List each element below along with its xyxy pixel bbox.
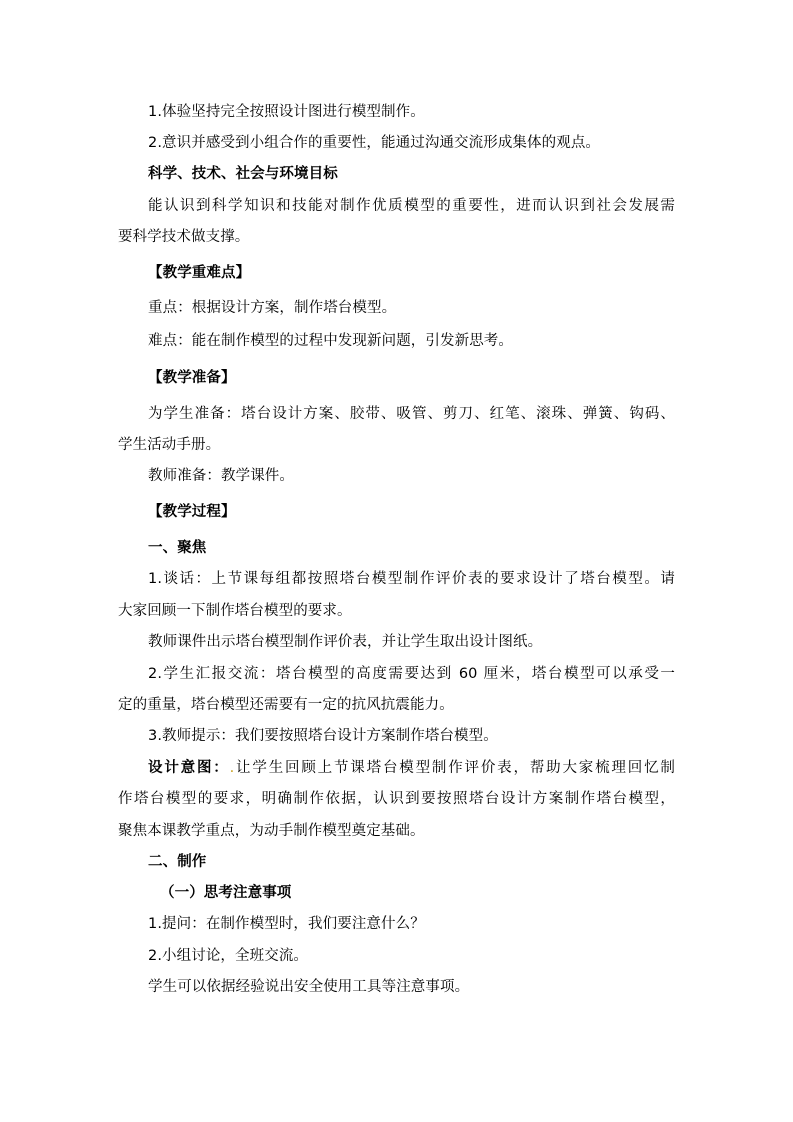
focus-line-3: 教师课件出示塔台模型制作评价表，并让学生取出设计图纸。 — [148, 634, 543, 650]
subsection-focus: 一、聚焦 — [148, 540, 207, 556]
difficulty-line: 难点：能在制作模型的过程中发现新问题，引发新思考。 — [148, 333, 513, 349]
goal-line-2: 2.意识并感受到小组合作的重要性，能通过沟通交流形成集体的观点。 — [148, 135, 601, 151]
focus-line-5: 定的重量，塔台模型还需要有一定的抗风抗震能力。 — [118, 697, 454, 713]
subsection-notes-heading: （一）思考注意事项 — [160, 885, 292, 901]
student-prep-line-1: 为学生准备：塔台设计方案、胶带、吸管、剪刀、红笔、滚珠、弹簧、钩码、 — [148, 406, 675, 422]
sts-goal-text-1: 能认识到科学知识和技能对制作优质模型的重要性，进而认识到社会发展需 — [148, 198, 675, 214]
notes-line-1: 1.提问：在制作模型时，我们要注意什么？ — [148, 916, 425, 932]
notes-line-2: 2.小组讨论，全班交流。 — [148, 948, 309, 964]
design-intent-text: 让学生回顾上节课塔台模型制作评价表，帮助大家梳理回忆制 — [234, 760, 675, 776]
design-intent-line-3: 聚焦本课教学重点，为动手制作模型奠定基础。 — [118, 823, 425, 839]
section-heading-process: 【教学过程】 — [148, 504, 236, 520]
goal-line-1: 1.体验坚持完全按照设计图进行模型制作。 — [148, 104, 425, 120]
design-intent-line-1 — [148, 758, 675, 778]
sts-goal-heading: 科学、技术、社会与环境目标 — [148, 166, 338, 182]
design-intent-label: 设计意图： — [148, 760, 230, 776]
design-intent-line-2: 作塔台模型的要求，明确制作依据，认识到要按照塔台设计方案制作塔台模型， — [118, 791, 675, 807]
focus-line-1: 1.谈话：上节课每组都按照塔台模型制作评价表的要求设计了塔台模型。请 — [148, 571, 675, 587]
sts-goal-text-2: 要科学技术做支撑。 — [118, 229, 250, 245]
section-heading-preparation: 【教学准备】 — [148, 370, 236, 386]
student-prep-line-2: 学生活动手册。 — [118, 437, 221, 453]
section-heading-key-points: 【教学重难点】 — [148, 265, 251, 281]
teacher-prep-line: 教师准备：教学课件。 — [148, 468, 294, 484]
focus-line-2: 大家回顾一下制作塔台模型的要求。 — [118, 603, 352, 619]
notes-line-3: 学生可以依据经验说出安全使用工具等注意事项。 — [148, 979, 470, 995]
focus-line-4: 2.学生汇报交流：塔台模型的高度需要达到 60 厘米，塔台模型可以承受一 — [148, 666, 675, 682]
focus-line-6: 3.教师提示：我们要按照塔台设计方案制作塔台模型。 — [148, 728, 498, 744]
subsection-make: 二、制作 — [148, 854, 207, 870]
key-point-line: 重点：根据设计方案，制作塔台模型。 — [148, 300, 397, 316]
marker-dot: . — [229, 760, 235, 776]
